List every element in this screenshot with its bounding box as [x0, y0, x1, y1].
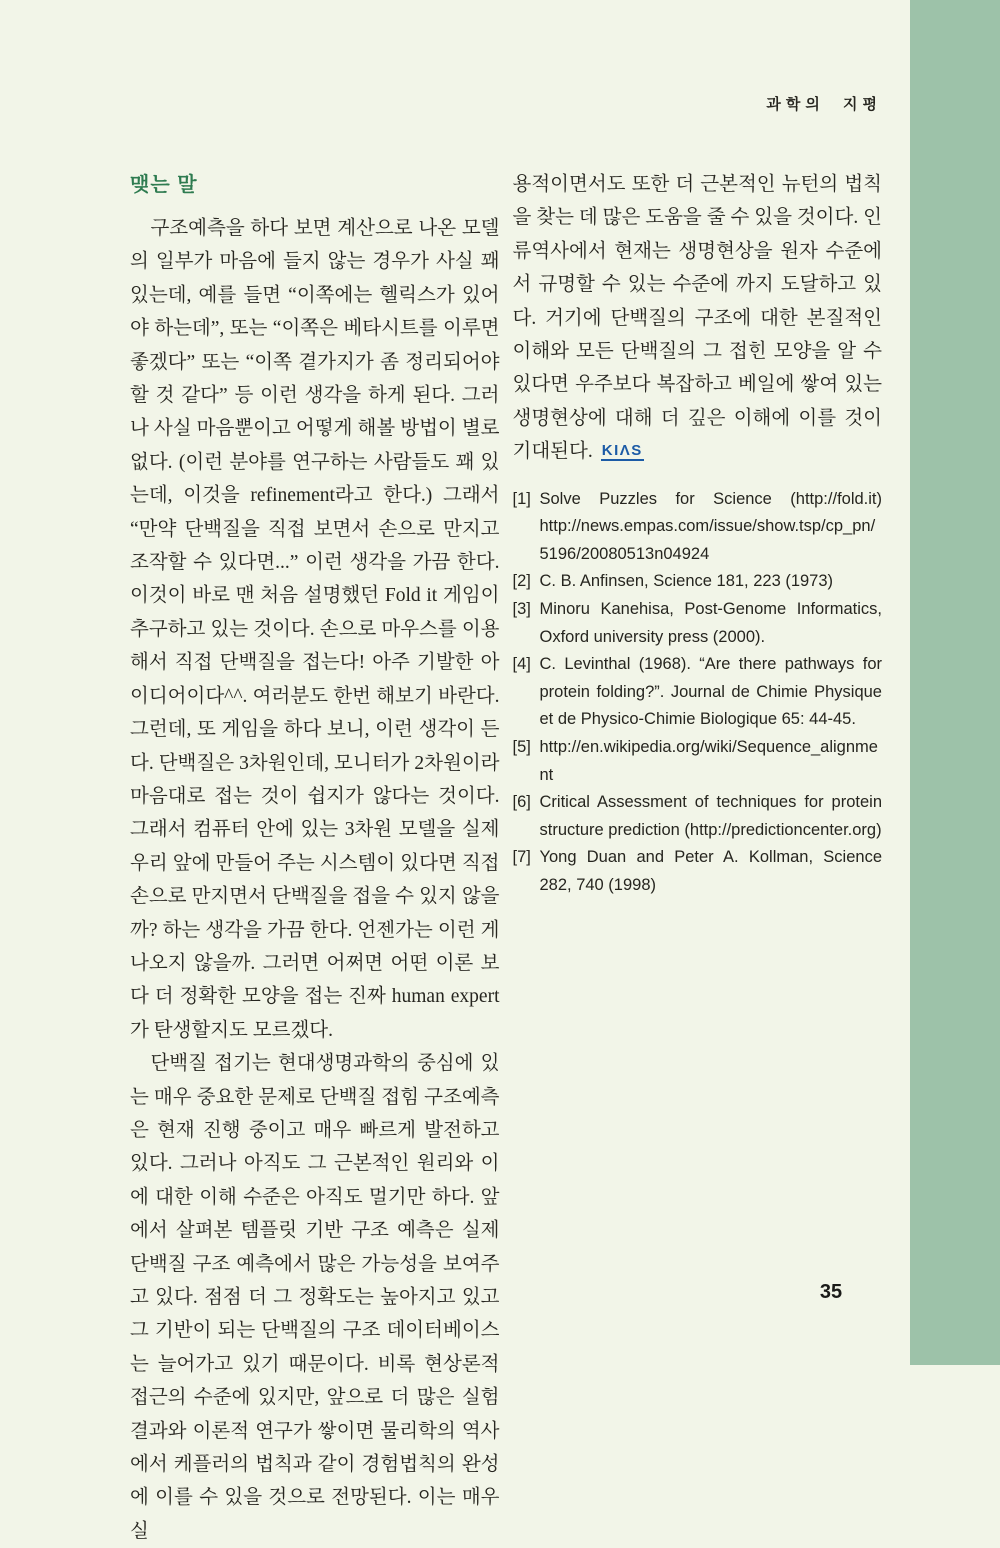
reference-label: [4] — [512, 655, 531, 674]
reference-item — [513, 596, 883, 651]
reference-text: Critical Assessment of techniques for protein structure prediction (http://predictioncenter.org) — [539, 793, 882, 839]
reference-item — [513, 844, 883, 899]
page-number: 35 — [819, 1281, 843, 1303]
right-column — [513, 168, 883, 1548]
reference-item — [513, 486, 883, 569]
reference-label: [3] — [512, 600, 531, 619]
reference-label: [1] — [512, 489, 531, 508]
kias-logo: KIΛS — [601, 442, 643, 460]
page-edge-band — [910, 0, 1000, 1365]
body-paragraph-2: 단백질 접기는 현대생명과학의 중심에 있는 매우 중요한 문제로 단백질 접힘 구조예측은 현재 진행 중이고 매우 빠르게 발전하고 있다. 그러나 아직도 그 근본적인 원리와 이에 대한 이해 수준은 아직도 멀기만 하다. 앞에서 살펴본 템플릿 기반 구조 예측은 실제 단백질 구조 예측에서 많은 가능성을 보여주고 있다. 점점 더 그 정확도는 높아지고 있고 그 기반이 되는 단백질의 구조 데이터베이스는 늘어가고 있기 때문이다. 비록 현상론적 접근의 수준에 있지만, 앞으로 더 많은 실험결과와 이론적 연구가 쌓이면 물리학의 역사에서 케플러의 법칙과 같이 경험법칙의 완성에 이를 수 있을 것으로 전망된다. 이는 매우 실 — [130, 1053, 500, 1542]
body-paragraph-continuation — [513, 168, 883, 469]
reference-text: Solve Puzzles for Science (http://fold.it) http://news.empas.com/issue/show.tsp/cp_pn/5196/20080513n04924 — [539, 489, 882, 563]
reference-text: Minoru Kanehisa, Post-Genome Informatics, Oxford university press (2000). — [539, 600, 882, 646]
reference-item — [513, 568, 883, 596]
left-column — [130, 168, 500, 1548]
running-header: 과학의 지평 — [766, 96, 882, 113]
section-heading: 맺는 말 — [130, 174, 198, 196]
article-body — [130, 168, 882, 1548]
reference-label: [5] — [512, 738, 531, 756]
reference-text: C. Levinthal (1968). “Are there pathways for protein folding?”. Journal de Chimie Physique et de Physico-Chimie Biologique 65: 44-45. — [539, 655, 882, 729]
reference-text: http://en.wikipedia.org/wiki/Sequence_alignment — [539, 738, 878, 784]
references-list — [513, 486, 883, 900]
body-paragraph-1: 구조예측을 하다 보면 계산으로 나온 모델의 일부가 마음에 들지 않는 경우가 사실 꽤 있는데, 예를 들면 “이쪽에는 헬릭스가 있어야 하는데”, 또는 “이쪽은 베타시트를 이루면 좋겠다” 또는 “이쪽 곁가지가 좀 정리되어야 할 것 같다” 등 이런 생각을 하게 된다. 그러나 사실 마음뿐이고 어떻게 해볼 방법이 별로 없다. (이런 분야를 연구하는 사람들도 꽤 있는데, 이것을 refinement라고 한다.) 그래서 “만약 단백질을 직접 보면서 손으로 만지고 조작할 수 있다면...” 이런 생각을 가끔 한다. 이것이 바로 맨 처음 설명했던 Fold it 게임이 추구하고 있는 것이다. 손으로 마우스를 이용해서 직접 단백질을 접는다! 아주 기발한 아이디어이다^^. 여러분도 한번 해보기 바란다. 그런데, 또 게임을 하다 보니, 이런 생각이 든다. 단백질은 3차원인데, 모니터가 2차원이라 마음대로 접는 것이 쉽지가 않다는 것이다. 그래서 컴퓨터 안에 있는 3차원 모델을 실제 우리 앞에 만들어 주는 시스템이 있다면 직접 손으로 만지면서 단백질을 접을 수 있지 않을까? 하는 생각을 가끔 한다. 언젠가는 이런 게 나오지 않을까. 그러면 어쩌면 어떤 이론 보다 더 정확한 모양을 접는 진짜 human expert가 탄생할지도 모르겠다. — [130, 218, 500, 1041]
reference-label: [6] — [512, 793, 531, 812]
reference-item — [513, 651, 883, 734]
reference-item — [513, 789, 883, 844]
continuation-text: 용적이면서도 또한 더 근본적인 뉴턴의 법칙을 찾는 데 많은 도움을 줄 수 있을 것이다. 인류역사에서 현재는 생명현상을 원자 수준에서 규명할 수 있는 수준에 까지 도달하고 있다. 거기에 단백질의 구조에 대한 본질적인 이해와 모든 단백질의 그 접힌 모양을 알 수 있다면 우주보다 복잡하고 베일에 쌓여 있는 생명현상에 대해 더 깊은 이해에 이를 것이 기대된다. — [512, 174, 882, 463]
reference-text: Yong Duan and Peter A. Kollman, Science 282, 740 (1998) — [539, 848, 882, 894]
reference-text: C. B. Anfinsen, Science 181, 223 (1973) — [539, 572, 834, 591]
reference-label: [7] — [512, 848, 531, 867]
reference-item — [513, 734, 883, 789]
reference-label: [2] — [512, 572, 531, 591]
